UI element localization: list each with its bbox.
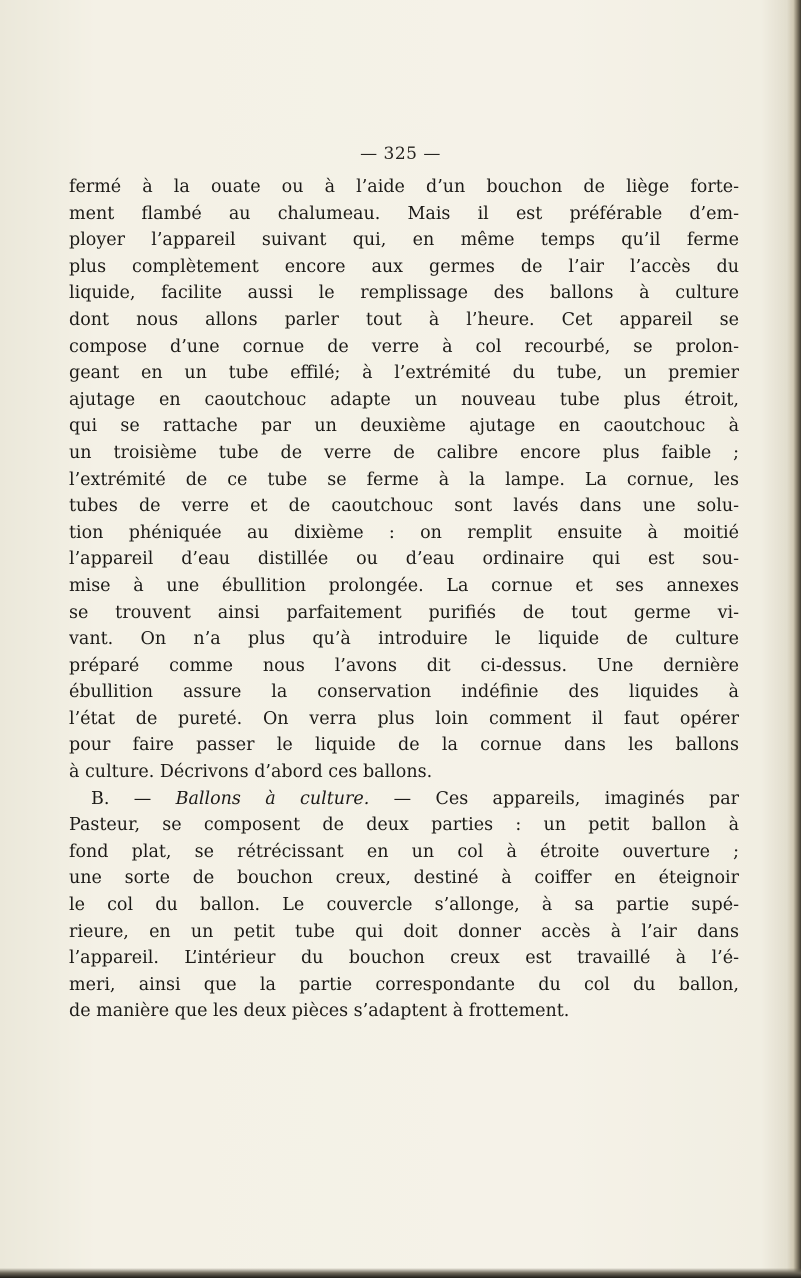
text-line: qui se rattache par un deuxième ajutage en caoutchouc à xyxy=(69,416,739,437)
text-line: ployer l’appareil suivant qui, en même temps qu’il ferme xyxy=(69,230,739,251)
text-line: ébullition assure la conservation indéfinie des liquides à xyxy=(69,682,739,703)
text-line: tion phéniquée au dixième : on remplit ensuite à moitié xyxy=(69,522,739,543)
text-line: meri, ainsi que la partie correspondante du col du ballon, xyxy=(69,974,739,995)
text-line: geant en un tube effilé; à l’extrémité du tube, un premier xyxy=(69,363,739,384)
text-line: tubes de verre et de caoutchouc sont lavés dans une solu- xyxy=(69,496,739,517)
section-heading-line xyxy=(69,786,739,813)
text-line: dont nous allons parler tout à l’heure. Cet appareil se xyxy=(69,309,739,330)
body-text xyxy=(69,174,739,1025)
text-line: plus complètement encore aux germes de l’air l’accès du xyxy=(69,256,739,277)
page-bottom-shadow xyxy=(0,1268,801,1278)
paragraph-1 xyxy=(69,174,739,786)
text-line: de manière que les deux pièces s’adaptent à frottement. xyxy=(69,1001,570,1022)
text-line: pour faire passer le liquide de la cornue dans les ballons xyxy=(69,735,739,756)
text-line: ajutage en caoutchouc adapte un nouveau tube plus étroit, xyxy=(69,389,739,410)
text-line: fond plat, se rétrécissant en un col à étroite ouverture ; xyxy=(69,841,739,862)
page-edge-shadow xyxy=(787,0,801,1278)
text-line: compose d’une cornue de verre à col recourbé, se prolon- xyxy=(69,336,739,357)
paragraph-2 xyxy=(69,786,739,1025)
text-line: vant. On n’a plus qu’à introduire le liquide de culture xyxy=(69,629,739,650)
text-line: un troisième tube de verre de calibre encore plus faible ; xyxy=(69,442,739,463)
text-line: fermé à la ouate ou à l’aide d’un bouchon de liège forte- xyxy=(69,177,739,197)
text-line: l’appareil d’eau distillée ou d’eau ordinaire qui est sou- xyxy=(69,549,739,570)
text-line: le col du ballon. Le couvercle s’allonge, à sa partie supé- xyxy=(69,895,739,916)
text-line: liquide, facilite aussi le remplissage des ballons à culture xyxy=(69,283,739,304)
text-line: mise à une ébullition prolongée. La cornue et ses annexes xyxy=(69,575,739,596)
text-line: l’appareil. L’intérieur du bouchon creux est travaillé à l’é- xyxy=(69,948,739,969)
section-title: Ballons à culture. xyxy=(175,788,370,809)
text-line: préparé comme nous l’avons dit ci-dessus. Une dernière xyxy=(69,655,739,676)
text-line: l’état de pureté. On verra plus loin comment il faut opérer xyxy=(69,708,739,729)
text-line: se trouvent ainsi parfaitement purifiés de tout germe vi- xyxy=(69,602,739,623)
text-line: à culture. Décrivons d’abord ces ballons. xyxy=(69,762,433,783)
text-line: Pasteur, se composent de deux parties : un petit ballon à xyxy=(69,815,739,836)
page-number: — 325 — xyxy=(360,144,441,164)
section-heading-text: — Ces appareils, imaginés par xyxy=(369,788,739,809)
text-line: une sorte de bouchon creux, destiné à coiffer en éteignoir xyxy=(69,868,739,889)
section-label: B. — xyxy=(91,788,176,809)
text-line: rieure, en un petit tube qui doit donner accès à l’air dans xyxy=(69,921,739,942)
text-line: ment flambé au chalumeau. Mais il est préférable d’em- xyxy=(69,203,739,224)
text-line: l’extrémité de ce tube se ferme à la lampe. La cornue, les xyxy=(69,469,739,490)
